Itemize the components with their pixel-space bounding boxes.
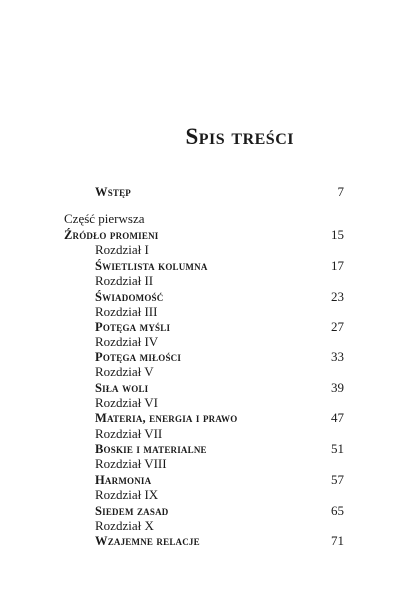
toc-entry-title: Siedem zasad [95, 504, 169, 518]
toc-chapter-label [0, 395, 416, 411]
toc-page-number: 57 [331, 472, 344, 487]
toc-entry-sila-woli[interactable] [0, 380, 416, 396]
toc-page-number: 15 [331, 227, 344, 242]
chapter-number: Rozdział V [95, 364, 154, 379]
toc-entry-siedem-zasad[interactable] [0, 503, 416, 519]
toc-entry-wzajemne-relacje[interactable] [0, 533, 416, 549]
toc-entry-title: Materia, energia i prawo [95, 411, 238, 425]
toc-entry-title: Boskie i materialne [95, 442, 207, 456]
toc-entry-title: Harmonia [95, 473, 152, 487]
chapter-number: Rozdział I [95, 242, 149, 257]
toc-entry-potega-milosci[interactable] [0, 349, 416, 365]
toc-entry-title: Potęga myśli [95, 320, 171, 334]
page-title: Spis treści [185, 124, 294, 149]
chapter-number: Rozdział II [95, 273, 154, 288]
toc-page-number: 39 [331, 380, 344, 395]
toc-page-number: 47 [331, 410, 344, 425]
toc-chapter-label [0, 304, 416, 320]
toc-page-number: 51 [331, 441, 344, 456]
toc-chapter-label [0, 487, 416, 503]
toc-page-number: 7 [337, 184, 344, 199]
chapter-number: Rozdział VII [95, 426, 163, 441]
toc-entry-materia-energia-prawo[interactable] [0, 410, 416, 426]
toc-page-number: 33 [331, 349, 344, 364]
toc-entry-title: Świadomość [95, 290, 164, 304]
toc-chapter-label [0, 518, 416, 534]
toc-chapter-label [0, 242, 416, 258]
toc-entry-title: Wzajemne relacje [95, 534, 200, 548]
toc-entry-swietlista-kolumna[interactable] [0, 258, 416, 274]
toc-chapter-label [0, 364, 416, 380]
toc-entry-title: Siła woli [95, 381, 149, 395]
toc-entry-title: Świetlista kolumna [95, 259, 208, 273]
toc-entry-boskie-i-materialne[interactable] [0, 441, 416, 457]
toc-page-number: 27 [331, 319, 344, 334]
toc-chapter-label [0, 334, 416, 350]
toc-entry-title: Potęga miłości [95, 350, 182, 364]
toc-page-number: 17 [331, 258, 344, 273]
toc-page-number: 71 [331, 533, 344, 548]
toc-entry-harmonia[interactable] [0, 472, 416, 488]
chapter-number: Rozdział III [95, 304, 158, 319]
toc-page-number: 23 [331, 289, 344, 304]
chapter-number: Rozdział X [95, 518, 154, 533]
toc-part-label: Część pierwsza [64, 211, 145, 226]
toc-entry-potega-mysli[interactable] [0, 319, 416, 335]
toc-chapter-label [0, 456, 416, 472]
toc-entry-title: Wstęp [95, 185, 132, 199]
toc-chapter-label [0, 273, 416, 289]
chapter-number: Rozdział IX [95, 487, 159, 502]
toc-part-heading [0, 211, 416, 227]
toc-page-number: 65 [331, 503, 344, 518]
toc-entry-swiadomosc[interactable] [0, 289, 416, 305]
toc-entry-zrodlo-promieni[interactable] [0, 227, 416, 243]
toc-chapter-label [0, 426, 416, 442]
chapter-number: Rozdział IV [95, 334, 159, 349]
chapter-number: Rozdział VIII [95, 456, 167, 471]
chapter-number: Rozdział VI [95, 395, 158, 410]
toc-entry-title: Źródło promieni [64, 228, 159, 242]
toc-entry-wstep[interactable] [0, 184, 416, 200]
